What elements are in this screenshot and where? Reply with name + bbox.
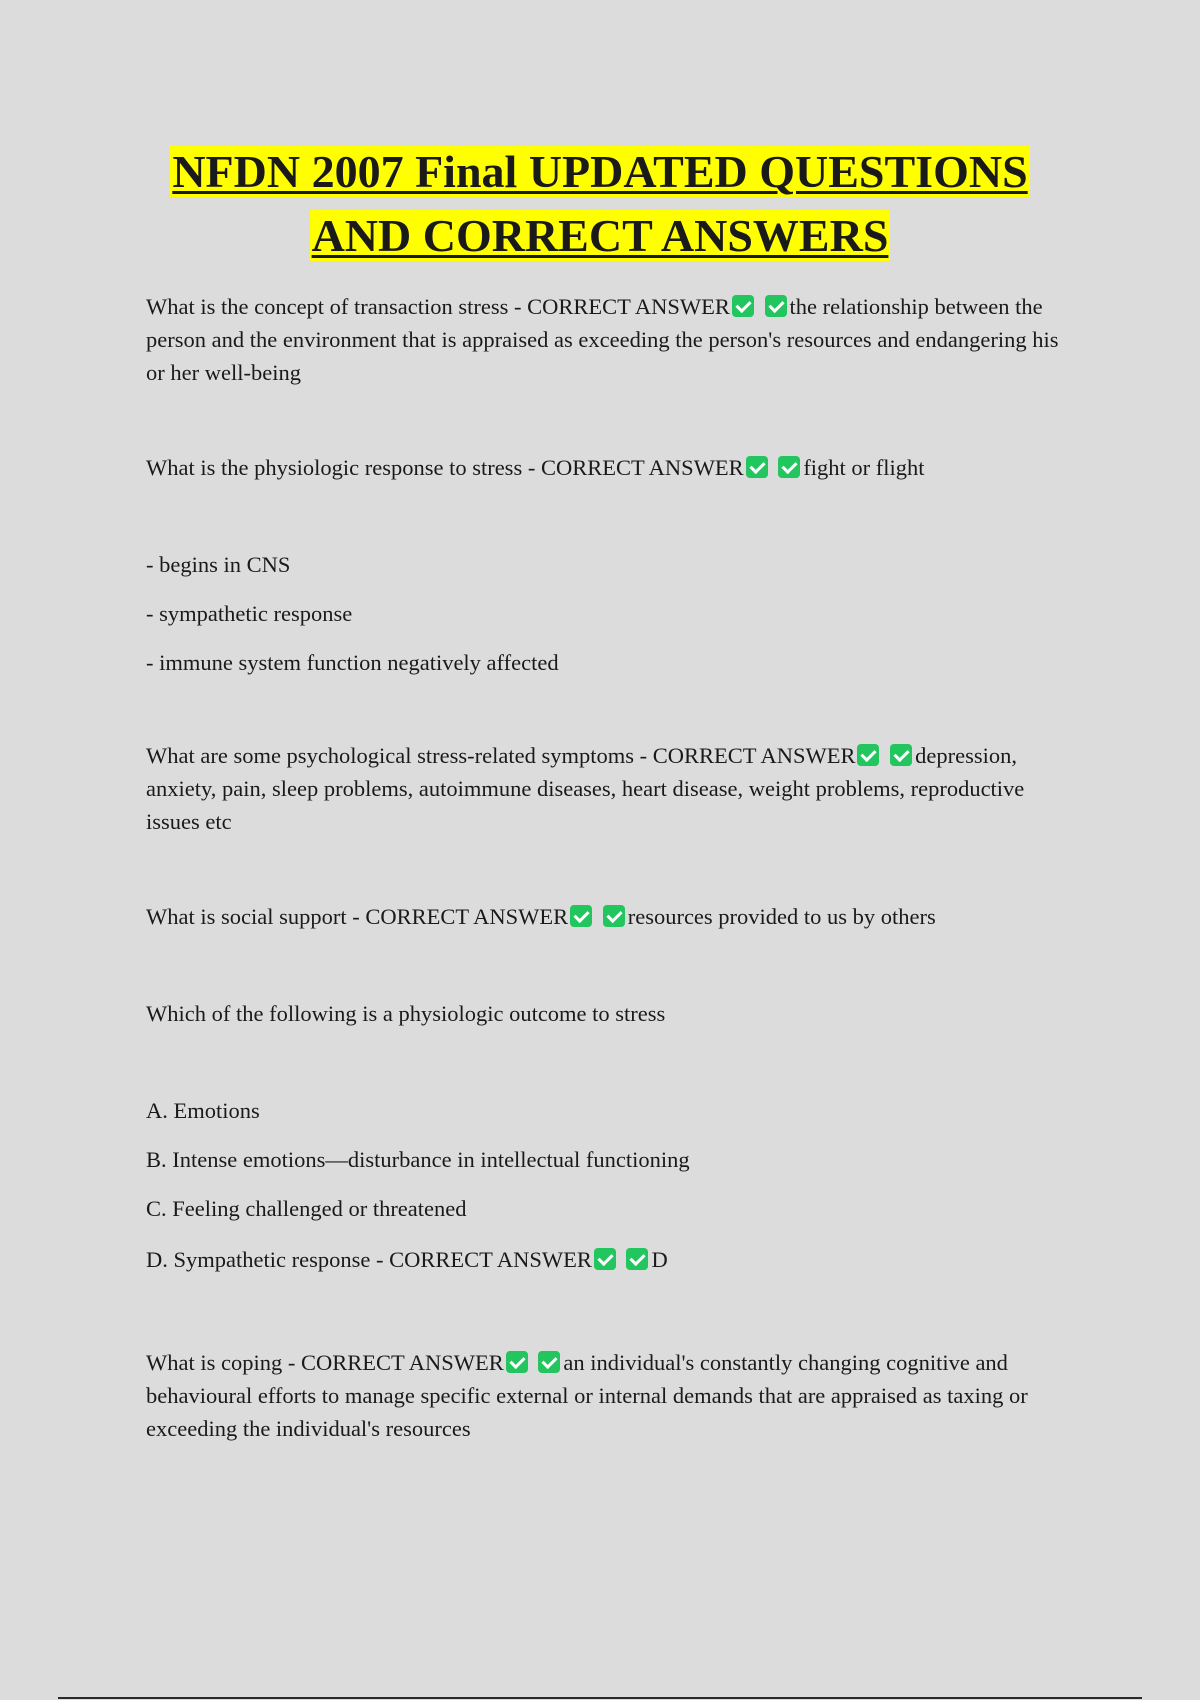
check-mark-icon — [778, 456, 800, 478]
bullet-item: - sympathetic response — [146, 601, 353, 626]
question-text: What is the physiologic response to stress - — [146, 455, 541, 480]
check-mark-icon — [594, 1248, 616, 1270]
qa-item-coping — [146, 1346, 1076, 1445]
qa-item-physiologic-outcome — [146, 997, 1076, 1030]
answer-text: depression, anxiety, pain, sleep problems, autoimmune diseases, heart disease, weight problems, reproductive issues etc — [146, 743, 1025, 834]
qa-item-social-support — [146, 900, 1076, 933]
check-mark-icon — [890, 744, 912, 766]
option-item: B. Intense emotions—disturbance in intellectual functioning — [146, 1147, 690, 1172]
option-item-answer — [146, 1243, 1076, 1276]
check-mark-icon — [732, 295, 754, 317]
question-text: What are some psychological stress-related symptoms - — [146, 743, 653, 768]
check-mark-icon — [857, 744, 879, 766]
check-mark-icon — [626, 1248, 648, 1270]
check-mark-icon — [746, 456, 768, 478]
question-text: Which of the following is a physiologic outcome to stress — [146, 1001, 666, 1026]
question-text: What is the concept of transaction stress - — [146, 294, 528, 319]
option-item: C. Feeling challenged or threatened — [146, 1196, 467, 1221]
check-mark-icon — [765, 295, 787, 317]
qa-item-physiologic-response — [146, 451, 1076, 484]
check-mark-icon — [570, 905, 592, 927]
answer-marker: CORRECT ANSWER — [527, 294, 730, 319]
answer-text: fight or flight — [803, 455, 925, 480]
option-text: D. Sympathetic response - — [146, 1247, 390, 1272]
document-title — [100, 140, 1100, 268]
question-text: What is social support - — [146, 904, 366, 929]
answer-text: resources provided to us by others — [627, 904, 936, 929]
qa-item-psychological-symptoms — [146, 739, 1076, 838]
answer-marker: CORRECT ANSWER — [300, 1350, 504, 1375]
answer-text: D — [651, 1247, 668, 1272]
answer-marker: CORRECT ANSWER — [652, 743, 856, 768]
bullet-item: - begins in CNS — [146, 552, 291, 577]
title-line-1: NFDN 2007 Final UPDATED QUESTIONS — [172, 146, 1028, 197]
answer-marker: CORRECT ANSWER — [365, 904, 569, 929]
answer-marker: CORRECT ANSWER — [389, 1247, 592, 1272]
qa-content — [146, 290, 1076, 1445]
check-mark-icon — [538, 1351, 560, 1373]
question-text: What is coping - — [146, 1350, 301, 1375]
answer-text: an individual's constantly changing cognitive and behavioural efforts to manage specific external or internal demands that are appraised as taxing or exceeding the individual's resources — [146, 1350, 1028, 1441]
bullet-item: - immune system function negatively affected — [146, 650, 559, 675]
check-mark-icon — [506, 1351, 528, 1373]
qa-item-transaction-stress — [146, 290, 1076, 389]
answer-marker: CORRECT ANSWER — [540, 455, 744, 480]
answer-text: the relationship between the person and the environment that is appraised as exceeding the person's resources and endangering his or her well-being — [146, 294, 1059, 385]
footer-divider — [58, 1697, 1142, 1699]
check-mark-icon — [603, 905, 625, 927]
title-line-2: AND CORRECT ANSWERS — [311, 210, 889, 261]
option-item: A. Emotions — [146, 1098, 260, 1123]
